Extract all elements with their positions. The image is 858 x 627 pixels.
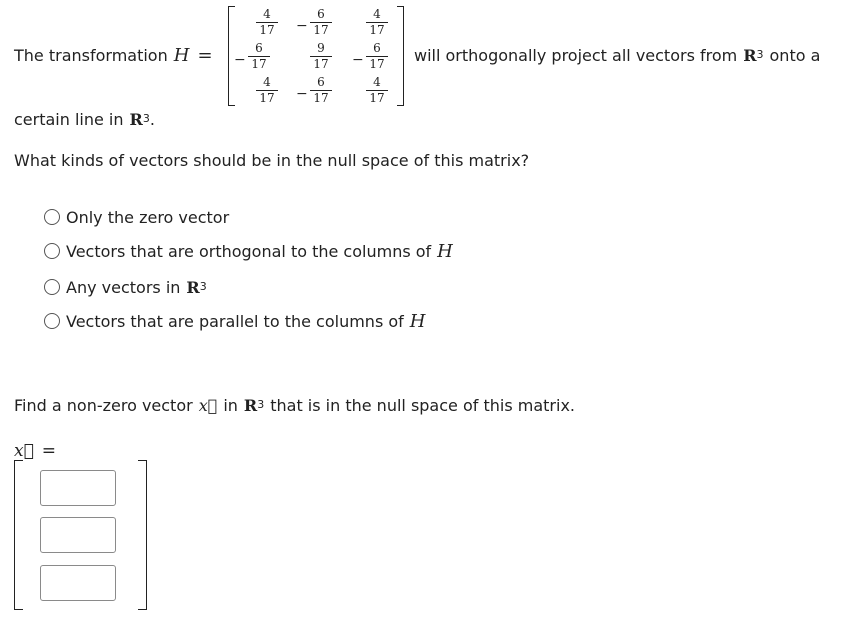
radio-button[interactable] bbox=[44, 279, 60, 295]
option-label: Vectors that are orthogonal to the columns of bbox=[66, 241, 432, 261]
matrix-cell: $\frac{4}{17}$ bbox=[352, 76, 392, 106]
real-space-symbol: R bbox=[186, 277, 200, 297]
matrix-right-bracket bbox=[397, 6, 404, 106]
answer-input-x2[interactable] bbox=[40, 517, 116, 553]
real-space-symbol: R bbox=[743, 45, 757, 65]
equals-sign: = bbox=[41, 441, 57, 461]
option-orthogonal-to-columns[interactable] bbox=[44, 240, 453, 262]
matrix-variable-h: H bbox=[409, 310, 426, 332]
matrix-cell: $\frac{4}{17}$ bbox=[242, 8, 282, 38]
period: . bbox=[149, 109, 155, 129]
vector-x-symbol: x⃗ bbox=[198, 395, 218, 415]
option-label: Only the zero vector bbox=[66, 207, 230, 227]
matrix-variable-h: H bbox=[437, 240, 453, 262]
question-line-1-suffix: will orthogonally project all vectors from R 3 onto a bbox=[414, 45, 821, 65]
answer-lhs bbox=[14, 440, 56, 462]
option-label: Any vectors in bbox=[66, 277, 181, 297]
real-space-symbol: R bbox=[129, 109, 143, 129]
matrix-cell: − $\frac{6}{17}$ bbox=[352, 42, 392, 72]
find-prefix: Find a non-zero vector bbox=[14, 395, 193, 415]
answer-input-x1[interactable] bbox=[40, 470, 116, 506]
onto-a-text: onto a bbox=[769, 45, 821, 65]
radio-button[interactable] bbox=[44, 243, 60, 259]
option-any-vectors[interactable]: Any vectors in R 3 bbox=[44, 276, 207, 298]
vector-x-symbol: x⃗ bbox=[14, 441, 34, 461]
equals-sign: = bbox=[197, 44, 213, 66]
matrix-cell: $\frac{4}{17}$ bbox=[352, 8, 392, 38]
line-2-text: certain line in bbox=[14, 109, 124, 129]
radio-button[interactable] bbox=[44, 209, 60, 225]
null-space-question: What kinds of vectors should be in the null space of this matrix? bbox=[14, 151, 530, 170]
option-label: Vectors that are parallel to the columns of bbox=[66, 311, 404, 331]
intro-suffix: will orthogonally project all vectors from bbox=[414, 45, 738, 65]
answer-right-bracket bbox=[138, 460, 147, 610]
find-vector-prompt: Find a non-zero vector x⃗ in R 3 that is in the null space of this matrix. bbox=[14, 395, 575, 415]
question-line-2: certain line in R 3 . bbox=[14, 109, 155, 129]
radio-button[interactable] bbox=[44, 313, 60, 329]
real-space-symbol: R bbox=[243, 395, 258, 415]
matrix-cell: $\frac{4}{17}$ bbox=[242, 76, 282, 106]
intro-prefix: The transformation bbox=[14, 45, 168, 65]
matrix-cell: $\frac{9}{17}$ bbox=[296, 42, 336, 72]
answer-left-bracket bbox=[14, 460, 23, 610]
find-mid: in bbox=[223, 395, 238, 415]
matrix-cell: − $\frac{6}{17}$ bbox=[234, 42, 274, 72]
matrix-cell: − $\frac{6}{17}$ bbox=[296, 8, 336, 38]
matrix-cell: − $\frac{6}{17}$ bbox=[296, 76, 336, 106]
option-parallel-to-columns[interactable] bbox=[44, 310, 426, 332]
matrix-variable-h: H bbox=[173, 44, 190, 66]
option-only-zero-vector[interactable] bbox=[44, 206, 229, 228]
find-suffix: that is in the null space of this matrix. bbox=[270, 395, 575, 415]
question-line-1 bbox=[14, 44, 213, 66]
answer-input-x3[interactable] bbox=[40, 565, 116, 601]
transformation-matrix bbox=[228, 6, 404, 104]
